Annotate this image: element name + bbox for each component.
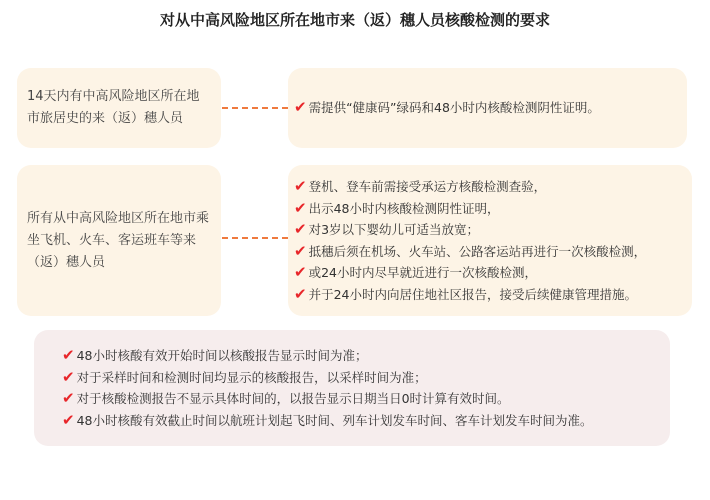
subject-box-1	[17, 68, 221, 148]
note-text: 48小时核酸有效截止时间以航班计划起飞时间、列车计划发车时间、客车计划发车时间为准。	[76, 412, 593, 428]
requirement-item	[294, 176, 686, 198]
requirement-item	[294, 198, 686, 220]
note-text: 对于核酸检测报告不显示具体时间的，以报告显示日期当日0时计算有效时间。	[76, 391, 510, 406]
check-icon: ✔	[294, 98, 307, 117]
requirement-box-1	[288, 68, 687, 148]
connector-line	[222, 107, 288, 109]
notes-box	[34, 330, 670, 446]
page-title: 对从中高风险地区所在地市来（返）穗人员核酸检测的要求	[159, 11, 550, 29]
check-icon: ✔	[294, 284, 307, 303]
requirement-text: 需提供“健康码”绿码和48小时内核酸检测阴性证明。	[308, 100, 600, 116]
requirement-text: 登机、登车前需接受承运方核酸检测查验，	[308, 179, 547, 194]
requirement-item	[294, 219, 686, 241]
check-icon: ✔	[294, 220, 307, 238]
connector-line	[222, 237, 288, 239]
requirement-item	[294, 262, 686, 284]
requirement-item	[294, 284, 686, 306]
check-icon: ✔	[62, 367, 75, 386]
note-item	[62, 388, 664, 410]
check-icon: ✔	[294, 198, 307, 217]
subject-text: 14天内有中高风险地区所在地市旅居史的来（返）穗人员	[27, 89, 200, 126]
note-item	[62, 345, 664, 367]
check-icon: ✔	[294, 263, 307, 281]
subject-text: 所有从中高风险地区所在地市乘坐飞机、火车、客运班车等来（返）穗人员	[27, 210, 210, 270]
requirement-item	[294, 241, 686, 263]
requirement-text: 或24小时内尽早就近进行一次核酸检测，	[308, 265, 537, 280]
check-icon: ✔	[294, 241, 307, 260]
requirement-text: 出示48小时内核酸检测阴性证明，	[308, 200, 500, 216]
requirement-text: 并于24小时内向居住地社区报告，接受后续健康管理措施。	[308, 286, 637, 302]
check-icon: ✔	[62, 389, 75, 407]
requirement-text: 抵穗后须在机场、火车站、公路客运站再进行一次核酸检测，	[308, 243, 647, 259]
subject-box-2	[17, 165, 221, 316]
requirement-text: 对3岁以下婴幼儿可适当放宽；	[308, 222, 480, 237]
note-item	[62, 367, 664, 389]
requirement-box-2	[288, 165, 692, 316]
note-item	[62, 410, 664, 432]
note-text: 对于采样时间和检测时间均显示的核酸报告，以采样时间为准；	[76, 369, 427, 385]
note-text: 48小时核酸有效开始时间以核酸报告显示时间为准；	[76, 348, 368, 363]
check-icon: ✔	[62, 410, 75, 429]
requirement-item	[294, 97, 681, 119]
check-icon: ✔	[62, 346, 75, 364]
check-icon: ✔	[294, 177, 307, 195]
